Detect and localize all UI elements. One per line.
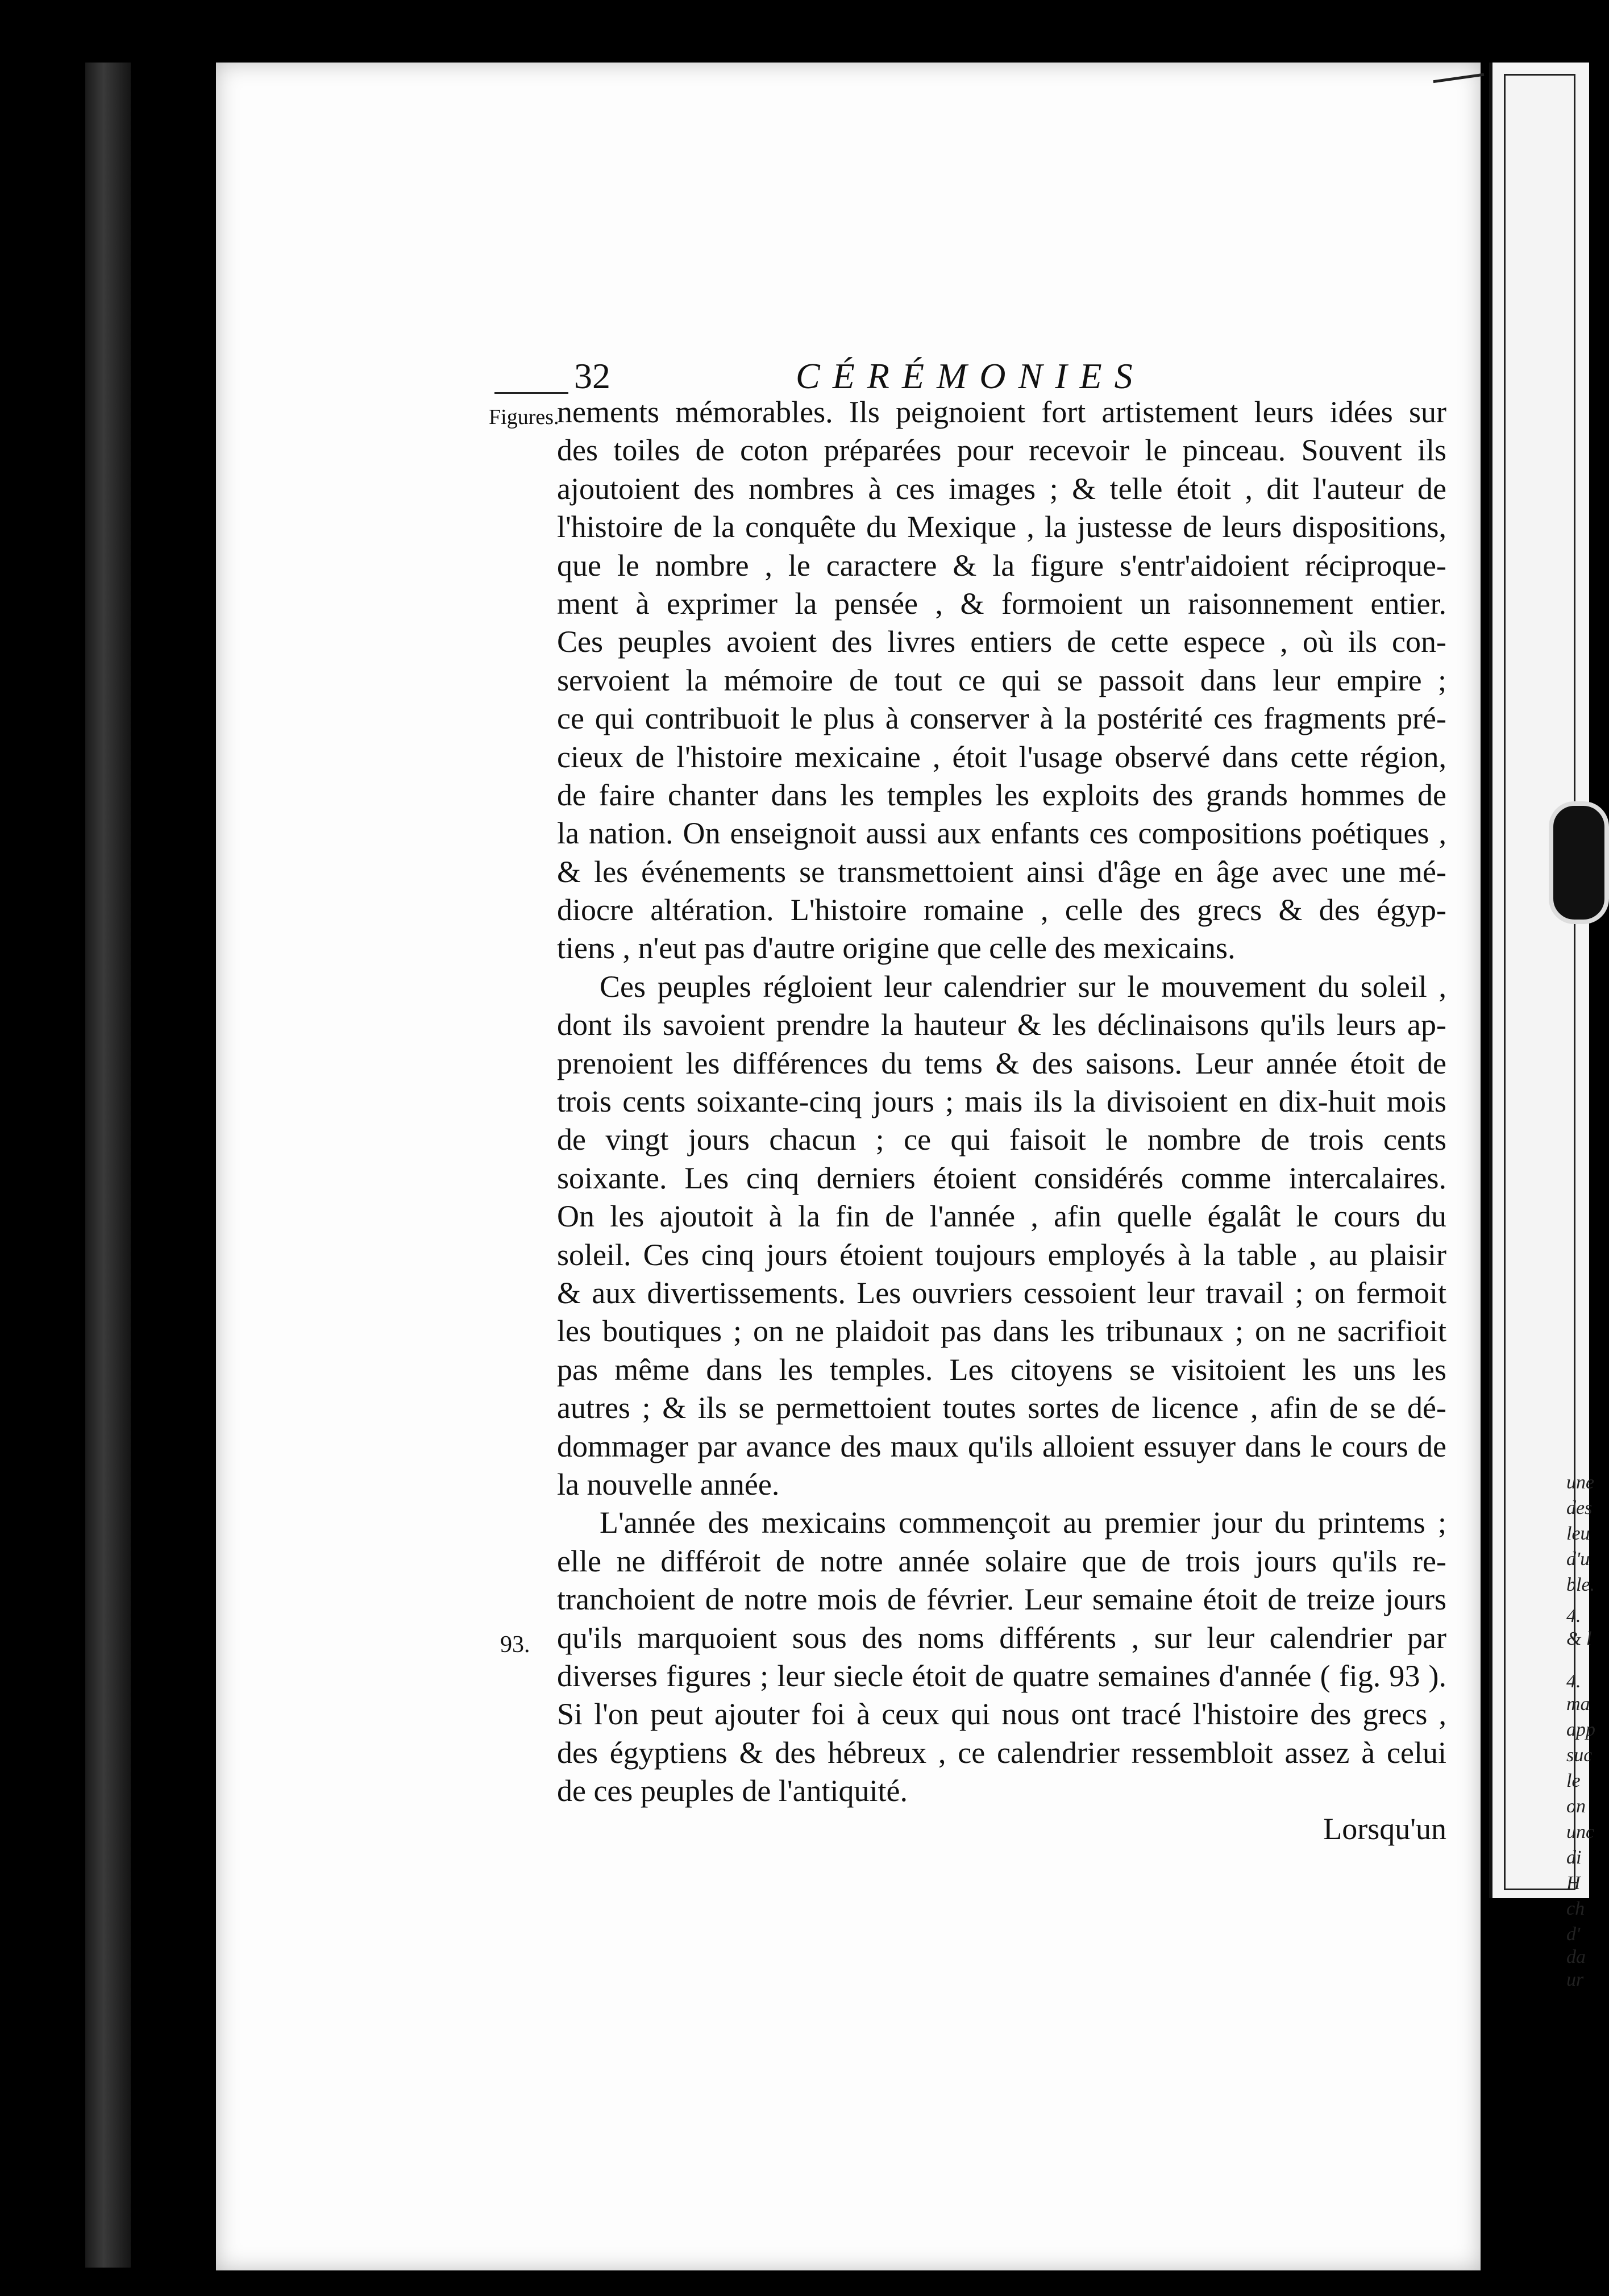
adjacent-fragment: on — [1566, 1796, 1586, 1817]
text-line: pas même dans les temples. Les citoyens se visitoient les uns les — [557, 1352, 1446, 1387]
adjacent-fragment: une — [1566, 1472, 1595, 1493]
adjacent-fragment: ur — [1566, 1969, 1584, 1990]
text-line: de vingt jours chacun ; ce qui faisoit le nombre de trois cents — [557, 1122, 1446, 1157]
seal-mark — [1549, 801, 1609, 924]
margin-note-figure: 93. — [500, 1632, 530, 1658]
adjacent-page-frame — [1504, 74, 1575, 1890]
text-line: soixante. Les cinq derniers étoient considérés comme intercalaires. — [557, 1161, 1446, 1195]
text-line: des égyptiens & des hébreux , ce calendrier ressembloit assez à celui — [557, 1735, 1446, 1770]
text-line: & les événements se transmettoient ainsi d'âge en âge avec une mé- — [557, 854, 1446, 889]
adjacent-fragment: unc — [1566, 1821, 1595, 1842]
text-line: de ces peuples de l'antiquité. — [557, 1774, 908, 1808]
text-line: tranchoient de notre mois de février. Leur semaine étoit de treize jours — [557, 1582, 1446, 1617]
page-number: 32 — [574, 356, 610, 396]
adjacent-fragment: H — [1566, 1873, 1581, 1894]
text-line: diocre altération. L'histoire romaine , celle des grecs & des égyp- — [557, 893, 1446, 927]
adjacent-fragment: di — [1566, 1847, 1582, 1868]
text-line: & aux divertissements. Les ouvriers cessoient leur travail ; on fermoit — [557, 1275, 1446, 1310]
text-line: Ces peuples avoient des livres entiers de cette espece , où ils con- — [557, 625, 1446, 659]
text-line: ment à exprimer la pensée , & formoient un raisonnement entier. — [557, 586, 1446, 621]
text-line: l'histoire de la conquête du Mexique , la justesse de leurs dispositions, — [557, 510, 1446, 544]
binding-edge — [85, 63, 131, 2268]
text-line: cieux de l'histoire mexicaine , étoit l'usage observé dans cette région, — [557, 739, 1446, 774]
text-line: nements mémorables. Ils peignoient fort artistement leurs idées sur — [557, 395, 1446, 429]
text-line: que le nombre , le caractere & la figure s'entr'aidoient réciproque- — [557, 548, 1446, 583]
body-text — [557, 393, 1446, 1849]
text-line: soleil. Ces cinq jours étoient toujours employés à la table , au plaisir — [557, 1237, 1446, 1272]
text-line: ce qui contribuoit le plus à conserver à la postérité ces fragments pré- — [557, 701, 1446, 736]
text-line: dont ils savoient prendre la hauteur & les déclinaisons qu'ils leurs ap- — [557, 1008, 1446, 1042]
adjacent-fragment: app — [1566, 1719, 1595, 1740]
text-line: Ces peuples régloient leur calendrier sur le mouvement du soleil , — [600, 969, 1446, 1004]
text-line: ajoutoient des nombres à ces images ; & telle étoit , dit l'auteur de — [557, 471, 1446, 506]
text-line: prenoient les différences du tems & des saisons. Leur année étoit de — [557, 1046, 1446, 1080]
adjacent-fragment: ma — [1566, 1694, 1590, 1715]
text-line: diverses figures ; leur siecle étoit de quatre semaines d'année ( fig. 93 ). — [557, 1658, 1446, 1693]
adjacent-page — [1489, 63, 1595, 1990]
adjacent-fragment: d'u — [1566, 1549, 1590, 1570]
adjacent-fragment: suc — [1566, 1745, 1593, 1766]
text-line: trois cents soixante-cinq jours ; mais ils la divisoient en dix-huit mois — [557, 1084, 1446, 1119]
text-line: la nouvelle année. — [557, 1467, 780, 1501]
adjacent-fragment: ch — [1566, 1898, 1585, 1919]
adjacent-fragment: le — [1566, 1770, 1581, 1791]
adjacent-fragment: ble. — [1566, 1574, 1595, 1595]
margin-note-topic: Figures. — [489, 405, 559, 429]
adjacent-fragment: des — [1566, 1498, 1593, 1519]
text-line: elle ne différoit de notre année solaire que de trois jours qu'ils re- — [557, 1544, 1446, 1578]
text-line: les boutiques ; on ne plaidoit pas dans les tribunaux ; on ne sacrifioit — [557, 1314, 1446, 1349]
text-line: de faire chanter dans les temples les exploits des grands hommes de — [557, 777, 1446, 812]
text-line: tiens , n'eut pas d'autre origine que celle des mexicains. — [557, 931, 1236, 966]
text-line: On les ajoutoit à la fin de l'année , afin quelle égalât le cours du — [557, 1199, 1446, 1234]
adjacent-fragment: & l — [1566, 1628, 1592, 1649]
text-line: la nation. On enseignoit aussi aux enfants ces compositions poétiques , — [557, 816, 1446, 851]
adjacent-fragment: 4. — [1566, 1605, 1581, 1627]
text-line: L'année des mexicains commençoit au premier jour du printems ; — [600, 1505, 1446, 1540]
text-line: des toiles de coton préparées pour recevoir le pinceau. Souvent ils — [557, 433, 1446, 468]
adjacent-fragment: leu — [1566, 1523, 1590, 1544]
catchword: Lorsqu'un — [1323, 1812, 1446, 1846]
adjacent-fragment: 4. — [1566, 1671, 1581, 1692]
text-line: dommager par avance des maux qu'ils alloient essuyer dans le cours de — [557, 1429, 1446, 1463]
text-line: servoient la mémoire de tout ce qui se passoit dans leur empire ; — [557, 663, 1446, 697]
page-title: CÉRÉMONIES — [796, 356, 1145, 396]
adjacent-fragment: da — [1566, 1946, 1586, 1968]
text-line: qu'ils marquoient sous des noms différents , sur leur calendrier par — [557, 1620, 1446, 1655]
text-line: autres ; & ils se permettoient toutes sortes de licence , afin de se dé- — [557, 1391, 1446, 1425]
text-line: Si l'on peut ajouter foi à ceux qui nous ont tracé l'histoire des grecs , — [557, 1697, 1446, 1732]
adjacent-fragment: d' — [1566, 1924, 1581, 1945]
